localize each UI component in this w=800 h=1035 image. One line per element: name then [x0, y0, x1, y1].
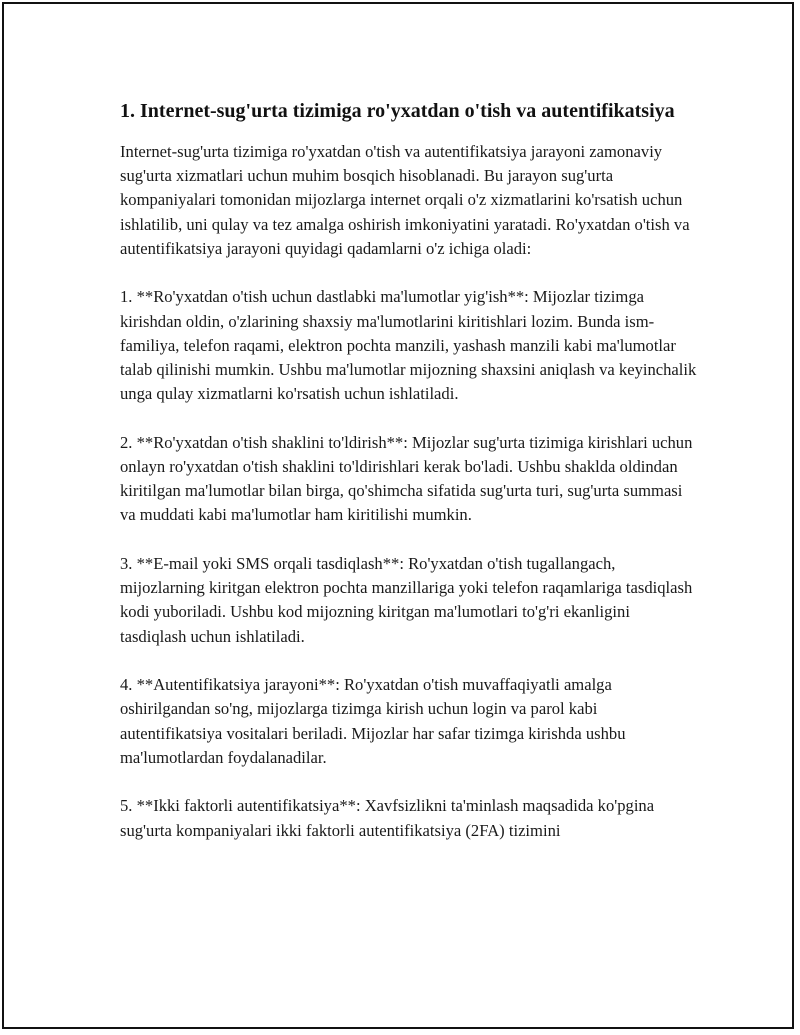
intro-paragraph: Internet-sug'urta tizimiga ro'yxatdan o'tish va autentifikatsiya jarayoni zamonaviy sug'urta xizmatlari uchun muhim bosqich hisoblanadi. Bu jarayon sug'urta kompaniyalari tomonidan mijozlarga internet orqali o'z xizmatlarini ko'rsatish uchun ishlatilib, uni qulay va tez amalga oshirish imkoniyatini yaratadi. Ro'yxatdan o'tish va autentifikatsiya jarayoni quyidagi qadamlarni o'z ichiga oladi: [120, 142, 690, 258]
step-5-paragraph: 5. **Ikki faktorli autentifikatsiya**: Xavfsizlikni ta'minlash maqsadida ko'pgina sug'urta kompaniyalari ikki faktorli autentifikatsiya (2FA) tizimini [120, 796, 655, 840]
section-heading: 1. Internet-sug'urta tizimiga ro'yxatdan o'tish va autentifikatsiya [120, 100, 675, 122]
document-body [120, 98, 700, 867]
step-1-paragraph: 1. **Ro'yxatdan o'tish uchun dastlabki ma'lumotlar yig'ish**: Mijozlar tizimga kirishdan oldin, o'zlarining shaxsiy ma'lumotlarini kiritishlari lozim. Bunda ism-familiya, telefon raqami, elektron pochta manzili, yashash manzili kabi ma'lumotlar talab qilinishi mumkin. Ushbu ma'lumotlar mijozning shaxsini aniqlash va keyinchalik unga qulay xizmatlarni ko'rsatish uchun ishlatiladi. [120, 287, 697, 404]
step-3-paragraph: 3. **E-mail yoki SMS orqali tasdiqlash**: Ro'yxatdan o'tish tugallangach, mijozlarning kiritgan elektron pochta manzillariga yoki telefon raqamlariga tasdiqlash kodi yuboriladi. Ushbu kod mijozning kiritgan ma'lumotlari to'g'ri ekanligini tasdiqlash uchun ishlatiladi. [120, 554, 693, 646]
step-4-paragraph: 4. **Autentifikatsiya jarayoni**: Ro'yxatdan o'tish muvaffaqiyatli amalga oshirilgandan so'ng, mijozlarga tizimga kirish uchun login va parol kabi autentifikatsiya vositalari beriladi. Mijozlar har safar tizimga kirishda ushbu ma'lumotlardan foydalanadilar. [120, 675, 626, 767]
step-2-paragraph: 2. **Ro'yxatdan o'tish shaklini to'ldirish**: Mijozlar sug'urta tizimiga kirishlari uchun onlayn ro'yxatdan o'tish shaklini to'ldirishlari kerak bo'ladi. Ushbu shaklda oldindan kiritilgan ma'lumotlar bilan birga, qo'shimcha sifatida sug'urta turi, sug'urta summasi va muddati kabi ma'lumotlar ham kiritilishi mumkin. [120, 432, 693, 525]
page-frame [2, 2, 794, 1029]
